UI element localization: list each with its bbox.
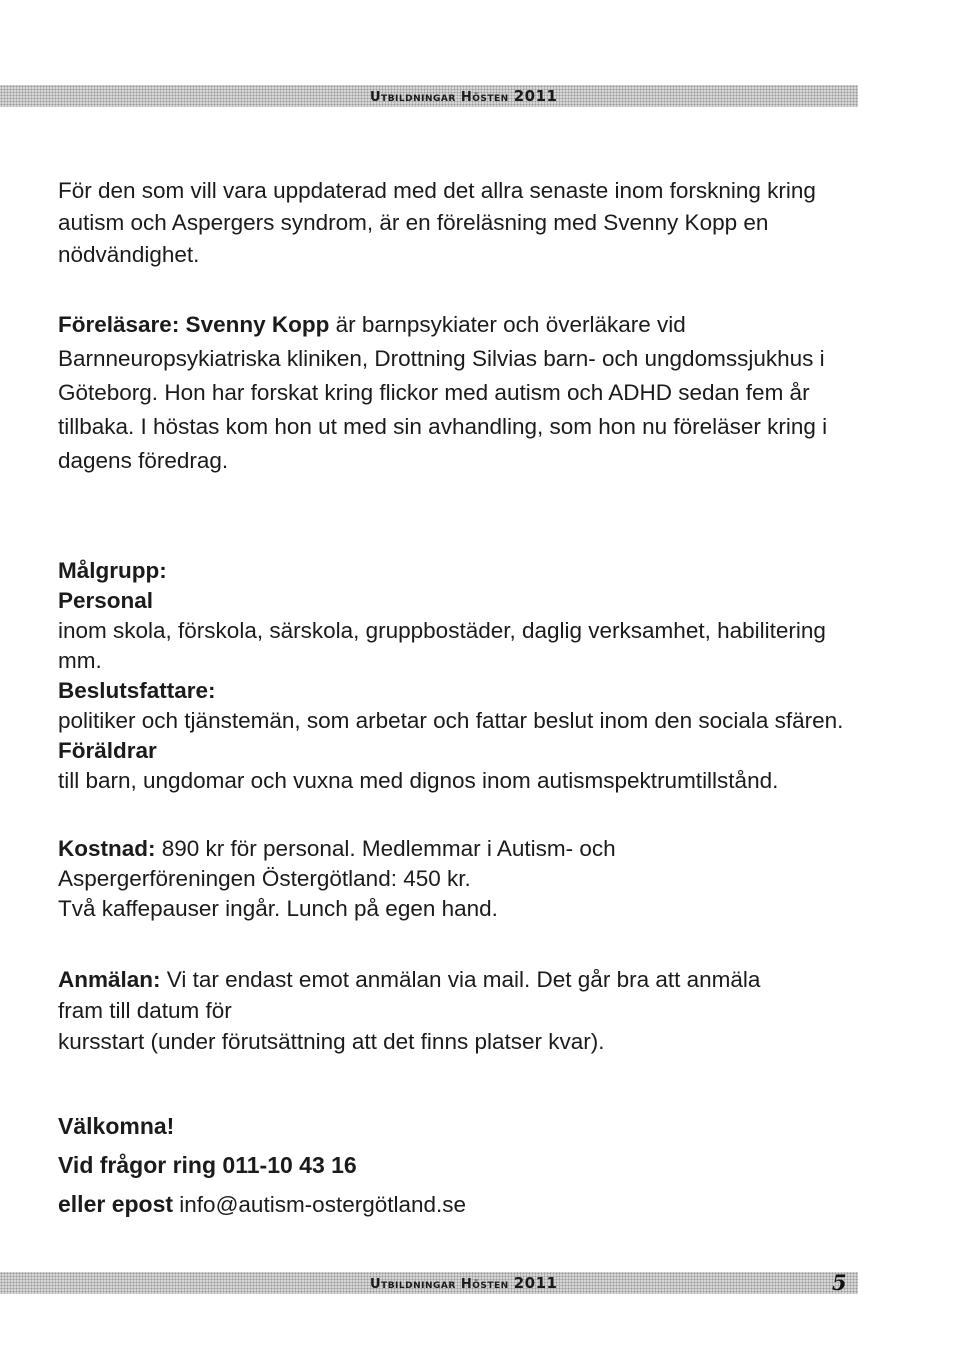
cost-line: Aspergerföreningen Östergötland: 450 kr. bbox=[58, 866, 471, 891]
target-group-description: till barn, ungdomar och vuxna med dignos inom autismspektrumtillstånd. bbox=[58, 768, 779, 793]
target-group-title: Föräldrar bbox=[58, 738, 157, 763]
closing-block bbox=[58, 1107, 868, 1224]
cost-line: 890 kr för personal. Medlemmar i Autism- och bbox=[155, 836, 616, 861]
header-running-title: Utbildningar Hösten bbox=[370, 90, 509, 105]
signup-line: Vi tar endast emot anmälan via mail. Det går bra att anmäla bbox=[160, 967, 761, 992]
signup-label: Anmälan: bbox=[58, 967, 161, 992]
target-group-description: politiker och tjänstemän, som arbetar och fattar beslut inom den sociala sfären. bbox=[58, 708, 844, 733]
phone-contact: Vid frågor ring 011-10 43 16 bbox=[58, 1152, 357, 1178]
footer-running-title: Utbildningar Hösten bbox=[370, 1277, 509, 1292]
lecturer-paragraph bbox=[58, 308, 868, 478]
lecturer-text: är barnpsykiater och överläkare vid Barnneuropsykiatriska kliniken, Drottning Silvias barn- och ungdomssjukhus i Göteborg. Hon har forskat kring flickor med autism och ADHD sedan fem år tillbaka. I höstas kom hon ut med sin avhandling, som hon nu föreläser kring i dagens föredrag. bbox=[58, 312, 828, 473]
welcome-text: Välkomna! bbox=[58, 1113, 175, 1139]
signup-paragraph bbox=[58, 964, 868, 1057]
cost-label: Kostnad: bbox=[58, 836, 156, 861]
signup-line: kursstart (under förutsättning att det finns platser kvar). bbox=[58, 1029, 605, 1054]
page-content bbox=[58, 175, 868, 1224]
target-group-title: Personal bbox=[58, 588, 154, 613]
signup-line: fram till datum för bbox=[58, 998, 232, 1023]
target-group-section bbox=[58, 556, 868, 796]
target-heading: Målgrupp: bbox=[58, 558, 167, 583]
target-group-title: Beslutsfattare: bbox=[58, 678, 216, 703]
running-footer bbox=[370, 1274, 557, 1292]
target-group-description: inom skola, förskola, särskola, gruppbostäder, daglig verksamhet, habilitering mm. bbox=[58, 618, 826, 673]
email-label: eller epost bbox=[58, 1191, 174, 1217]
page-number: 5 bbox=[832, 1270, 847, 1295]
lecturer-label: Föreläsare: Svenny Kopp bbox=[58, 312, 330, 337]
footer-band bbox=[0, 1272, 858, 1294]
header-band bbox=[0, 85, 858, 107]
header-year: 2011 bbox=[513, 87, 558, 105]
cost-paragraph bbox=[58, 834, 868, 924]
cost-line: Två kaffepauser ingår. Lunch på egen hand. bbox=[58, 896, 498, 921]
intro-paragraph: För den som vill vara uppdaterad med det allra senaste inom forskning kring autism och Aspergers syndrom, är en föreläsning med Svenny Kopp en nödvändighet. bbox=[58, 178, 816, 267]
footer-year: 2011 bbox=[513, 1274, 558, 1292]
email-address: info@autism-ostergötland.se bbox=[173, 1192, 467, 1217]
running-header bbox=[370, 87, 557, 105]
